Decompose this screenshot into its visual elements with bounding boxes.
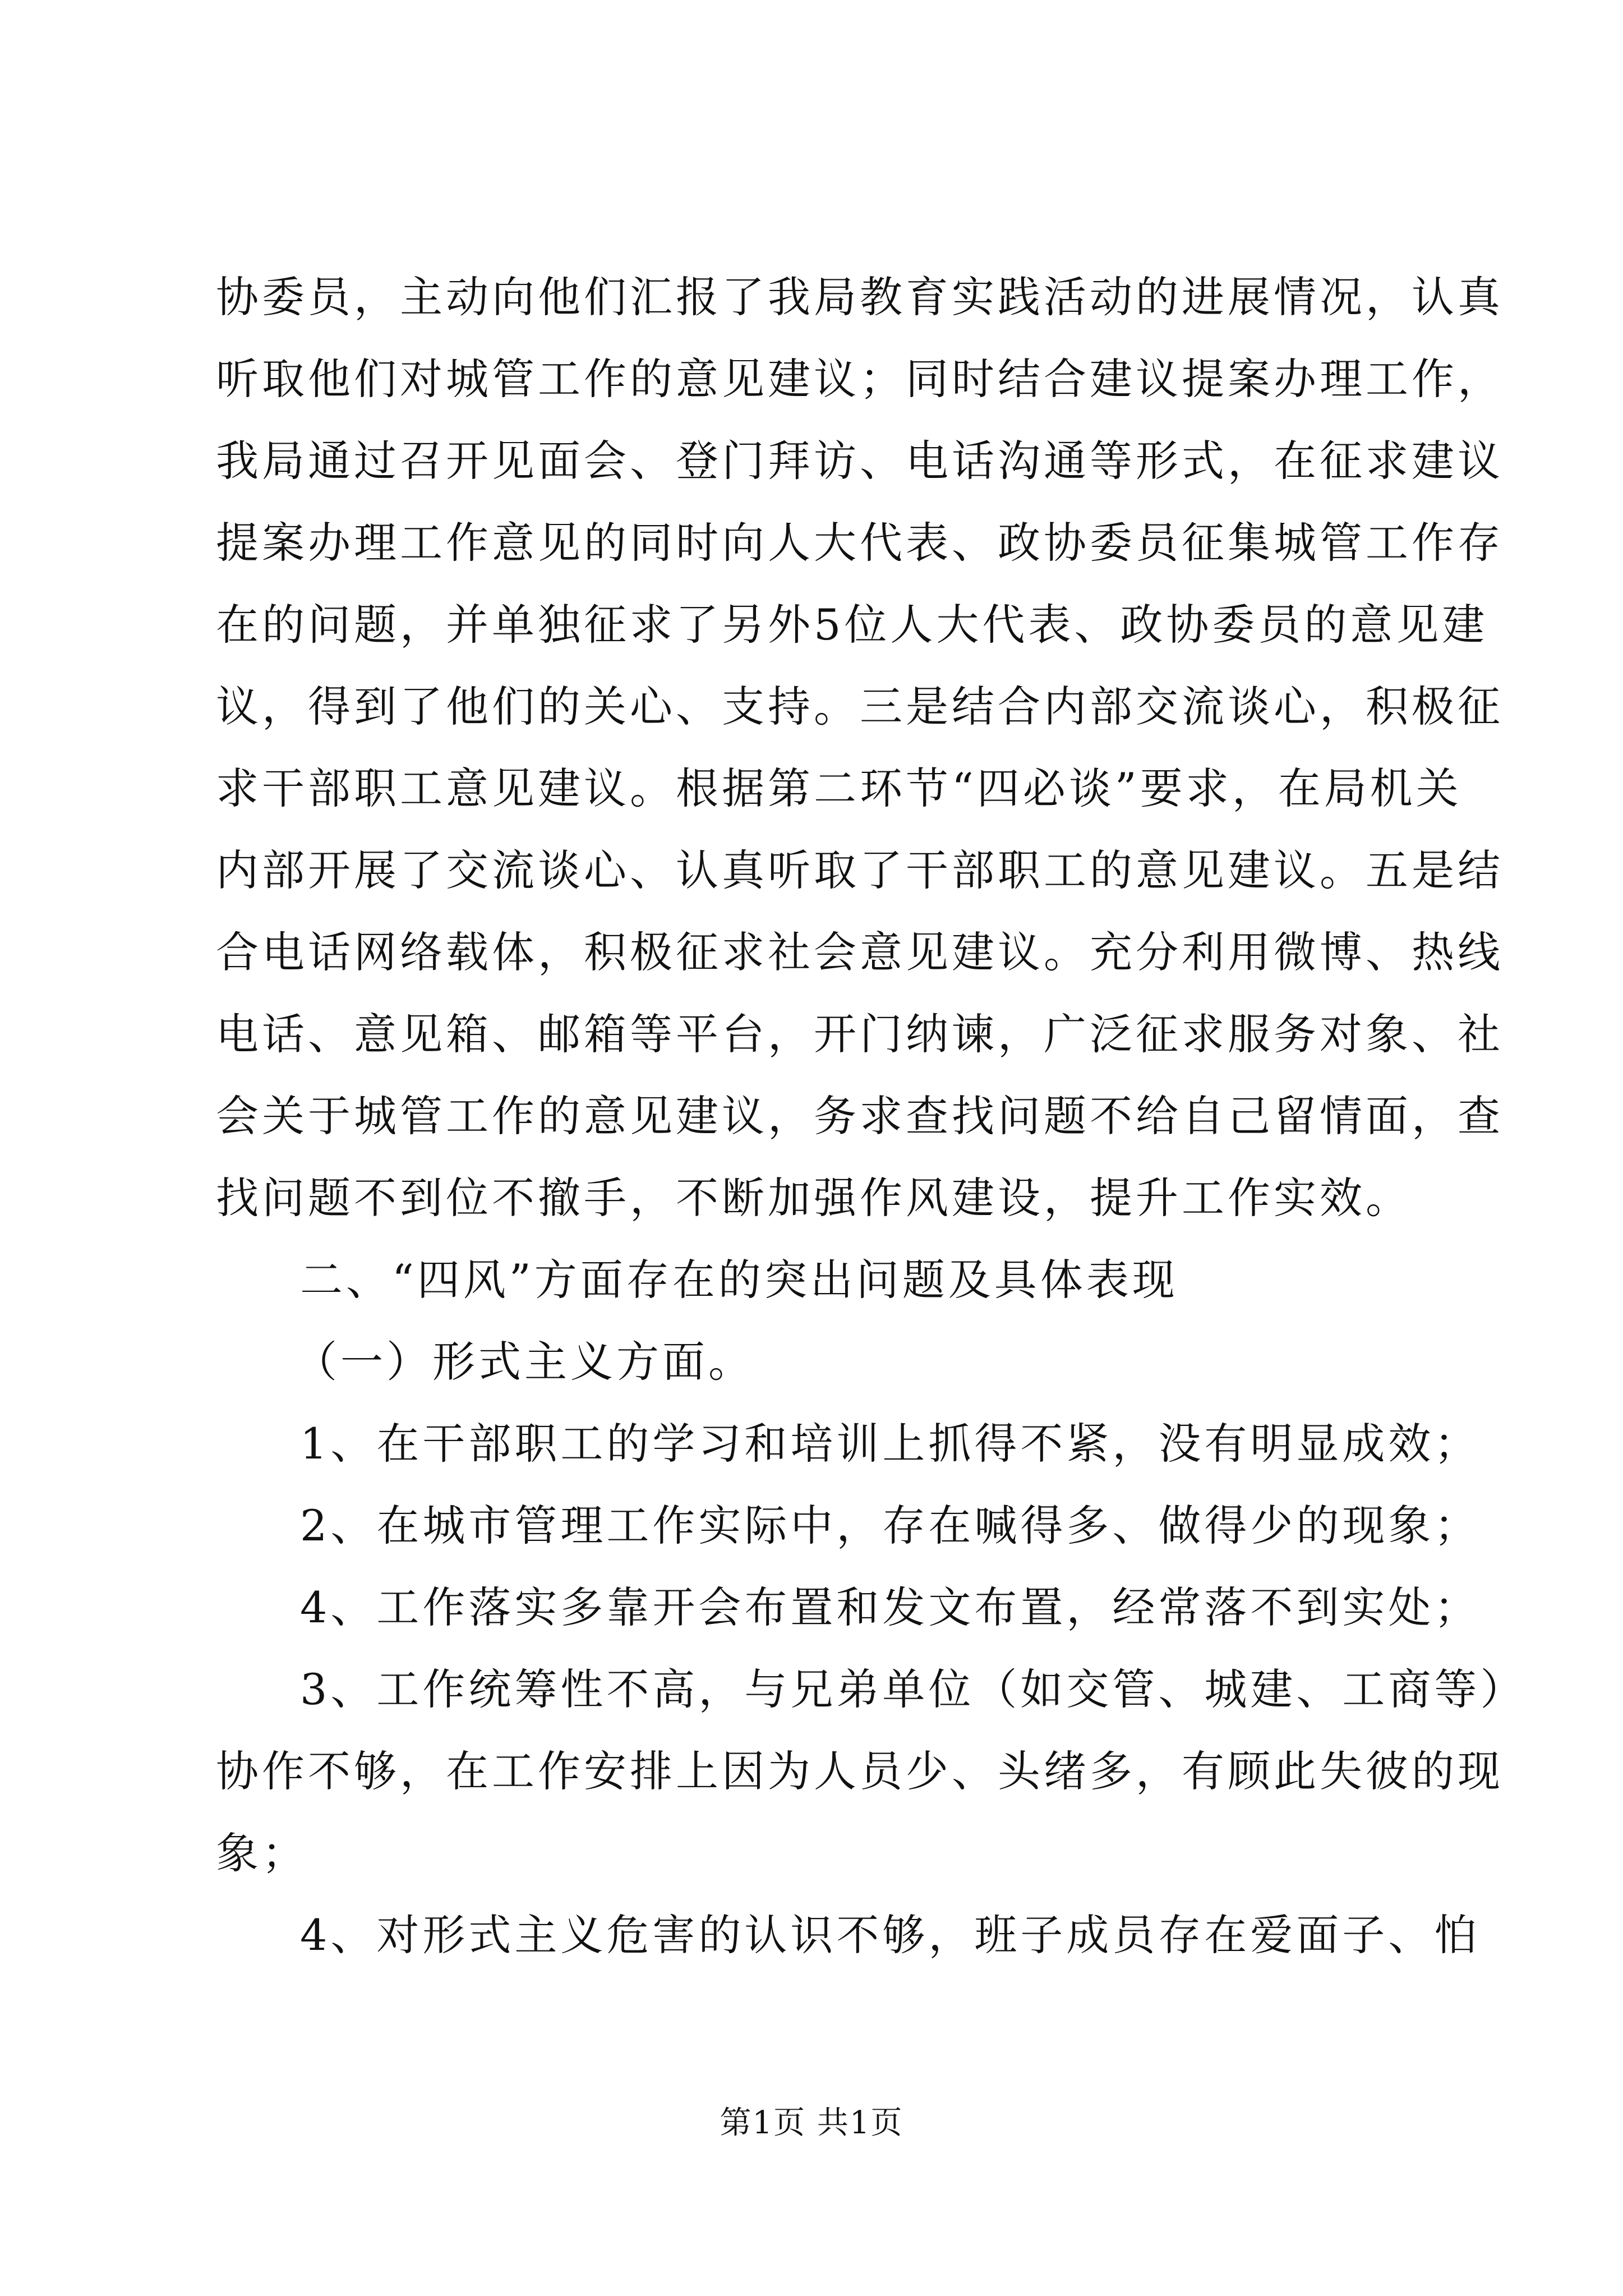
list-item-4: 3、工作统筹性不高，与兄弟单位（如交管、城建、工商等）	[300, 1664, 1527, 1714]
text-line-12: 找问题不到位不撤手，不断加强作风建设，提升工作实效。	[216, 1173, 1412, 1223]
text-line-6: 议，得到了他们的关心、支持。三是结合内部交流谈心，积极征	[216, 682, 1504, 731]
list-item-4-continuation: 协作不够，在工作安排上因为人员少、头绪多，有顾此失彼的现	[216, 1746, 1504, 1796]
text-line-4: 提案办理工作意见的同时向人大代表、政协委员征集城管工作存	[216, 518, 1504, 568]
text-line-5: 在的问题，并单独征求了另外5位人大代表、政协委员的意见建	[216, 600, 1488, 650]
text-line-3: 我局通过召开见面会、登门拜访、电话沟通等形式，在征求建议	[216, 436, 1504, 486]
text-line-10: 电话、意见箱、邮箱等平台，开门纳谏，广泛征求服务对象、社	[216, 1009, 1504, 1059]
list-item-1: 1、在干部职工的学习和培训上抓得不紧，没有明显成效；	[300, 1419, 1481, 1469]
text-line-7: 求干部职工意见建议。根据第二环节“四必谈”要求，在局机关	[216, 763, 1462, 813]
page-footer: 第1页 共1页	[720, 2105, 903, 2141]
text-line-9: 合电话网络载体，积极征求社会意见建议。充分利用微博、热线	[216, 927, 1504, 977]
list-item-2: 2、在城市管理工作实际中，存在喊得多、做得少的现象；	[300, 1501, 1481, 1550]
list-item-5: 4、对形式主义危害的认识不够，班子成员存在爱面子、怕	[300, 1910, 1481, 1960]
list-item-3: 4、工作落实多靠开会布置和发文布置，经常落不到实处；	[300, 1582, 1481, 1632]
subsection-heading: （一）形式主义方面。	[294, 1337, 754, 1387]
section-heading: 二、“四风”方面存在的突出问题及具体表现	[300, 1255, 1178, 1305]
text-line-11: 会关于城管工作的意见建议，务求查找问题不给自己留情面，查	[216, 1091, 1504, 1141]
text-line-2: 听取他们对城管工作的意见建议；同时结合建议提案办理工作，	[216, 354, 1504, 404]
text-line-8: 内部开展了交流谈心、认真听取了干部职工的意见建议。五是结	[216, 845, 1504, 895]
text-line-1: 协委员，主动向他们汇报了我局教育实践活动的进展情况，认真	[216, 272, 1504, 322]
list-item-4-end: 象；	[216, 1828, 308, 1878]
